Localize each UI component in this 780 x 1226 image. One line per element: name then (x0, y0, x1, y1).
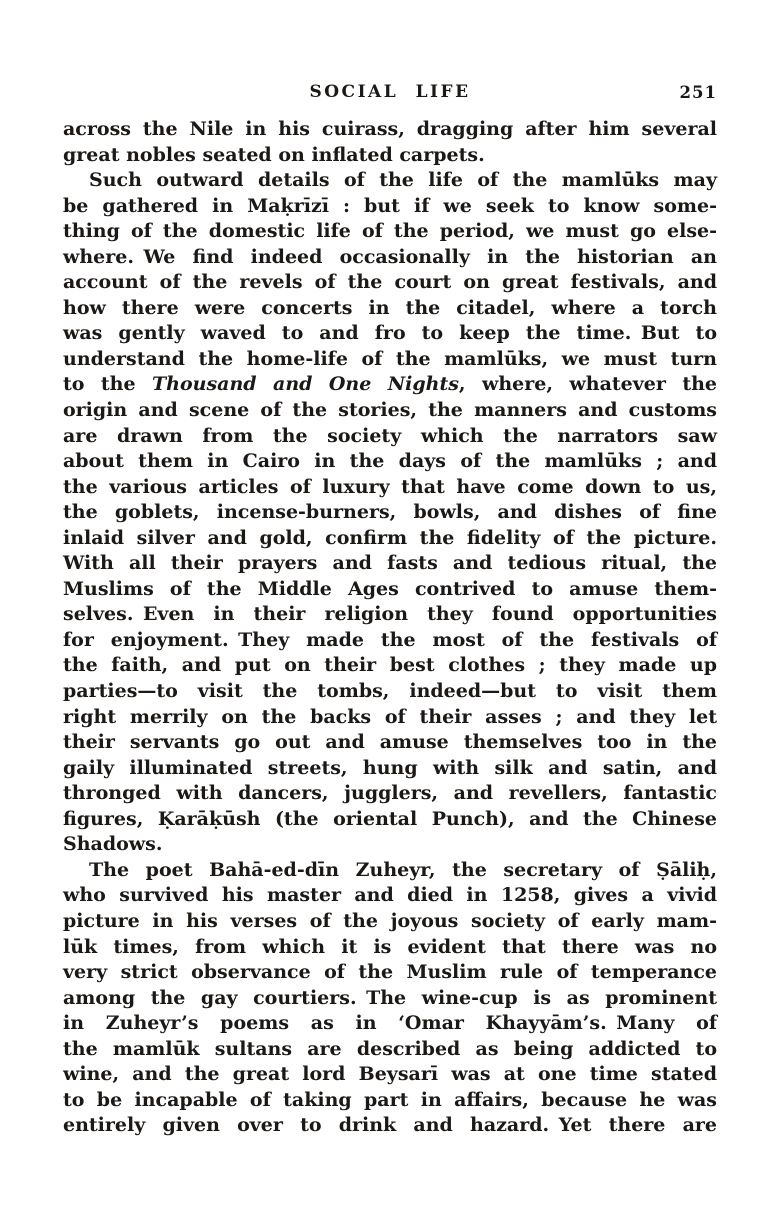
text-line (63, 143, 717, 169)
text-segment: among the gay courtiers. The wine-cup is as prominent (63, 986, 717, 1009)
text-line (63, 756, 717, 782)
text-line (63, 1011, 717, 1037)
text-segment: , where, whatever the (458, 373, 717, 396)
text-segment: who survived his master and died in 1258, gives a vivid (63, 884, 717, 907)
text-segment: are drawn from the society which the narrators saw (63, 424, 717, 447)
text-segment: figures, Ḳarāḳūsh (the oriental Punch), and the Chinese (63, 807, 717, 830)
text-line (63, 781, 717, 807)
text-line (63, 245, 717, 271)
text-segment: origin and scene of the stories, the manners and customs (63, 399, 717, 422)
text-line (63, 475, 717, 501)
text-line (63, 526, 717, 552)
text-line (63, 194, 717, 220)
text-line (63, 1037, 717, 1063)
text-segment: about them in Cairo in the days of the mamlūks ; and (63, 450, 717, 473)
text-segment: Muslims of the Middle Ages contrived to amuse them- (63, 577, 717, 600)
text-segment: the faith, and put on their best clothes ; they made up (63, 654, 717, 677)
text-line (63, 1088, 717, 1114)
text-segment: across the Nile in his cuirass, dragging after him several (63, 118, 717, 140)
text-line (63, 935, 717, 961)
text-line (63, 705, 717, 731)
text-segment: be gathered in Maḳrīzī : but if we seek to know some- (63, 194, 717, 217)
running-head-title: SOCIAL LIFE (309, 82, 471, 102)
text-segment: their servants go out and amuse themselves too in the (63, 731, 717, 754)
text-segment: how there were concerts in the citadel, where a torch (63, 296, 717, 319)
text-line (63, 577, 717, 603)
text-segment: The poet Bahā-ed-dīn Zuheyr, the secretary of Ṣāliḥ, (89, 858, 717, 881)
text-line (63, 628, 717, 654)
page-body (63, 117, 717, 1139)
text-line (63, 551, 717, 577)
text-line (63, 730, 717, 756)
text-line (63, 321, 717, 347)
text-segment: the mamlūk sultans are described as being addicted to (63, 1037, 717, 1060)
text-segment: great nobles seated on inflated carpets. (63, 143, 485, 166)
text-segment: wine, and the great lord Beysarī was at one time stated (63, 1063, 717, 1086)
text-line (63, 1113, 717, 1139)
text-line (63, 832, 717, 858)
text-segment: the various articles of luxury that have come down to us, (63, 475, 717, 498)
text-segment: lūk times, from which it is evident that there was no (63, 935, 717, 958)
text-segment: inlaid silver and gold, confirm the fidelity of the picture. (63, 526, 717, 549)
text-line (63, 960, 717, 986)
text-segment: right merrily on the backs of their asses ; and they let (63, 705, 717, 728)
text-line (63, 398, 717, 424)
page-number: 251 (679, 83, 717, 102)
text-line (63, 117, 717, 143)
text-line (63, 500, 717, 526)
text-segment: entirely given over to drink and hazard. Yet there are (63, 1114, 717, 1137)
text-segment: was gently waved to and fro to keep the time. But to (63, 322, 717, 345)
text-segment: understand the home-life of the mamlūks, we must turn (63, 347, 717, 370)
italic-book-title: Thousand and One Nights (152, 373, 459, 396)
text-segment: to the (63, 373, 153, 396)
text-line (63, 270, 717, 296)
text-line (63, 986, 717, 1012)
text-line (63, 168, 717, 194)
text-segment: the goblets, incense-burners, bowls, and dishes of fine (63, 501, 717, 524)
text-segment: for enjoyment. They made the most of the festivals of (63, 628, 717, 651)
text-segment: parties—to visit the tombs, indeed—but to visit them (63, 680, 717, 703)
text-line (63, 909, 717, 935)
text-line (63, 858, 717, 884)
text-segment: Shadows. (63, 833, 163, 856)
running-header (63, 82, 717, 106)
text-segment: Such outward details of the life of the mamlūks may (89, 169, 717, 192)
text-segment: thronged with dancers, jugglers, and revellers, fantastic (63, 782, 717, 805)
text-segment: selves. Even in their religion they found opportunities (63, 603, 717, 626)
text-segment: in Zuheyr’s poems as in ‘Omar Khayyām’s. Many of (63, 1012, 717, 1035)
text-line (63, 347, 717, 373)
text-segment: very strict observance of the Muslim rule of temperance (63, 961, 717, 984)
text-segment: where. We find indeed occasionally in the historian an (63, 245, 717, 268)
text-segment: gaily illuminated streets, hung with silk and satin, and (63, 756, 717, 779)
text-line (63, 219, 717, 245)
text-line (63, 424, 717, 450)
text-line (63, 449, 717, 475)
text-segment: thing of the domestic life of the period, we must go else- (63, 220, 717, 243)
text-line (63, 679, 717, 705)
text-line (63, 296, 717, 322)
text-segment: account of the revels of the court on great festivals, and (63, 271, 717, 294)
text-line (63, 1062, 717, 1088)
text-line (63, 372, 717, 398)
text-segment: to be incapable of taking part in affairs, because he was (63, 1088, 717, 1111)
text-line (63, 602, 717, 628)
text-segment: With all their prayers and fasts and tedious ritual, the (63, 552, 717, 575)
text-line (63, 653, 717, 679)
text-line (63, 883, 717, 909)
text-line (63, 807, 717, 833)
text-segment: picture in his verses of the joyous society of early mam- (63, 909, 717, 932)
